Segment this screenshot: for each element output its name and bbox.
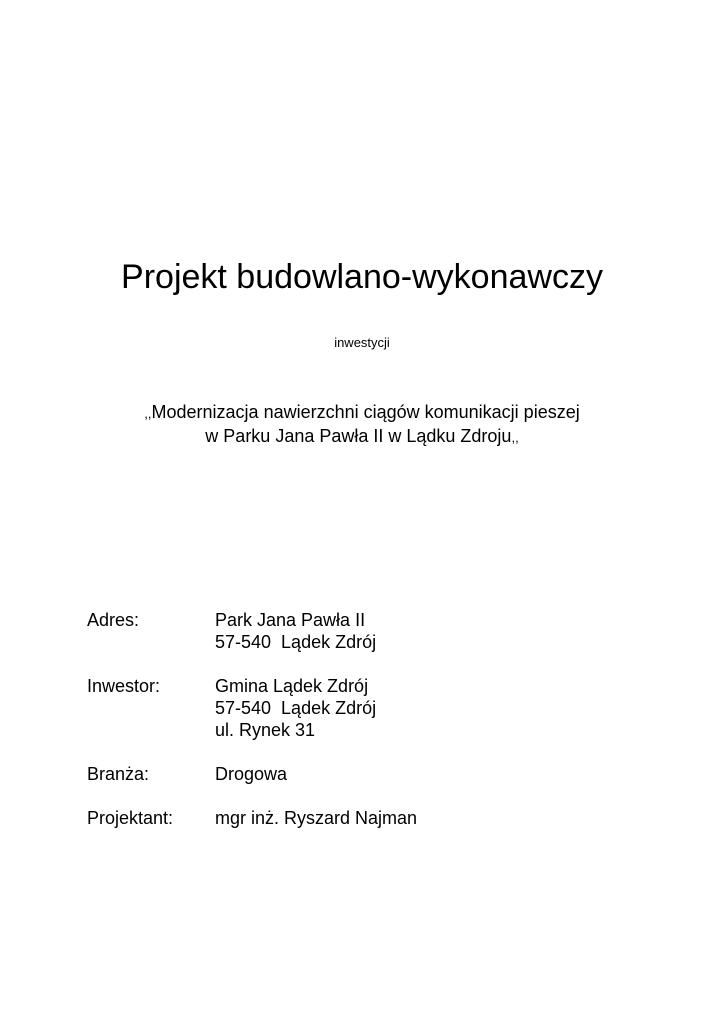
project-name-line-1 [0,401,724,425]
address-line: Park Jana Pawła II [215,610,366,630]
document-title: Projekt budowlano-wykonawczy [121,258,603,296]
project-details [87,609,647,829]
project-name-line-1-text: Modernizacja nawierzchni ciągów komunikacji pieszej [151,402,580,422]
detail-value-address [215,609,376,653]
project-name-line-2 [0,425,724,449]
detail-label-designer: Projektant: [87,808,174,828]
detail-label-investor: Inwestor: [87,676,161,696]
detail-label-address: Adres: [87,610,140,630]
investor-line: ul. Rynek 31 [215,720,316,740]
detail-row-investor [87,675,647,741]
close-quote: ,, [511,430,519,445]
document-subtitle: inwestycji [334,335,390,350]
detail-value-investor [215,675,376,741]
open-quote: ,, [144,406,152,421]
investor-line: 57-540 Lądek Zdrój [215,698,377,718]
designer-line: mgr inż. Ryszard Najman [215,808,418,828]
branch-line: Drogowa [215,764,288,784]
detail-row-address [87,609,647,653]
address-line: 57-540 Lądek Zdrój [215,632,377,652]
detail-row-designer [87,807,647,829]
detail-row-branch [87,763,647,785]
project-name-line-2-text: w Parku Jana Pawła II w Lądku Zdroju [205,426,512,446]
detail-value-branch [215,763,287,785]
investor-line: Gmina Lądek Zdrój [215,676,369,696]
project-name [0,401,724,449]
detail-label-branch: Branża: [87,764,150,784]
detail-value-designer [215,807,417,829]
